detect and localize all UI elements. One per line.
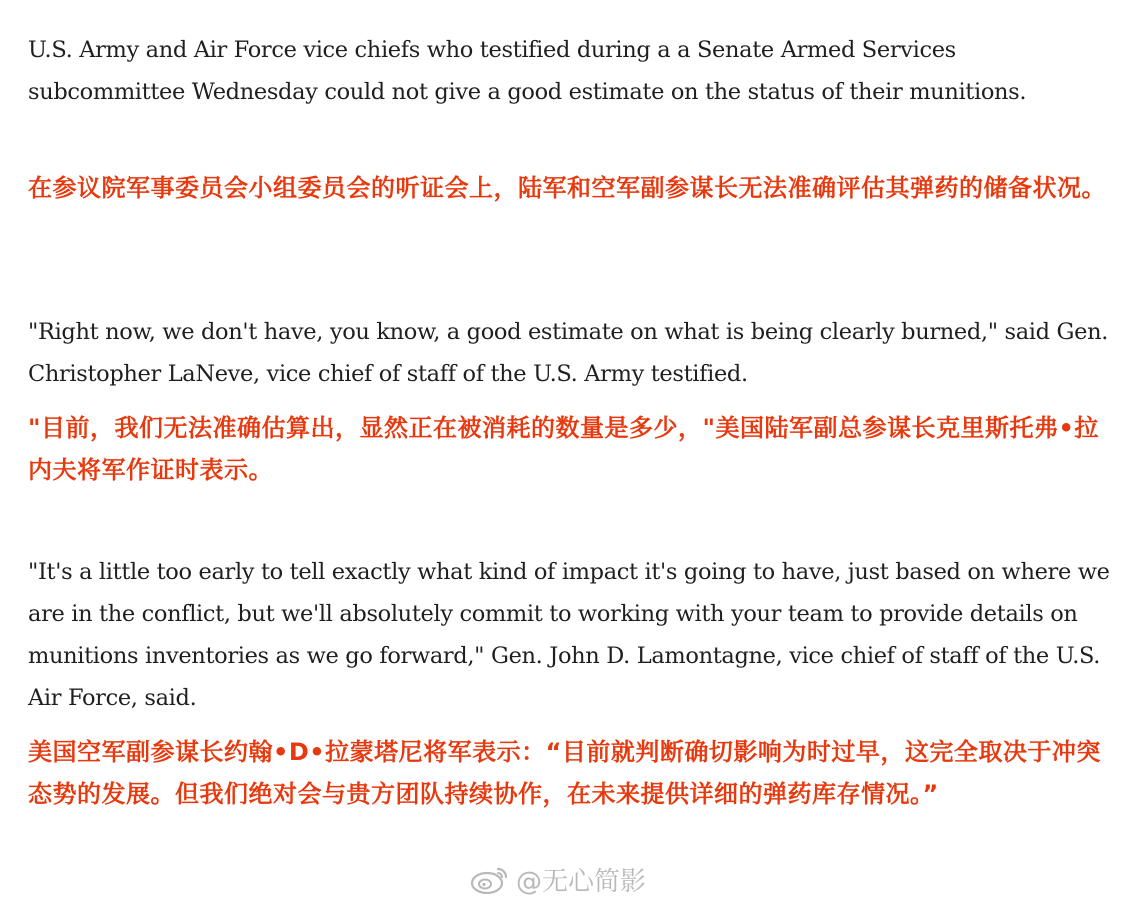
weibo-icon xyxy=(470,864,510,894)
paragraph-2-chinese: "目前，我们无法准确估算出，显然正在被消耗的数量是多少，"美国陆军副总参谋长克里斯托弗•拉内夫将军作证时表示。 xyxy=(28,414,1099,484)
watermark-text: @无心简影 xyxy=(516,866,647,897)
paragraph-2-english: "Right now, we don't have, you know, a good estimate on what is being clearly burned," said Gen. Christopher LaNeve, vice chief of staff of the U.S. Army testified. xyxy=(28,319,1109,387)
paragraph-1-english: U.S. Army and Air Force vice chiefs who testified during a a Senate Armed Services subcommittee Wednesday could not give a good estimate on the status of their munitions. xyxy=(28,37,1027,105)
paragraph-3-chinese: 美国空军副参谋长约翰•D•拉蒙塔尼将军表示：“目前就判断确切影响为时过早，这完全取决于冲突态势的发展。但我们绝对会与贵方团队持续协作，在未来提供详细的弹药库存情况。” xyxy=(28,738,1101,808)
watermark xyxy=(470,862,646,896)
paragraph-3-english: "It's a little too early to tell exactly what kind of impact it's going to have, just based on where we are in the conflict, but we'll absolutely commit to working with your team to provide details on munitions inventories as we go forward," Gen. John D. Lamontagne, vice chief of staff of the U.S. Air Force, said. xyxy=(28,559,1110,711)
paragraph-1-chinese: 在参议院军事委员会小组委员会的听证会上，陆军和空军副参谋长无法准确评估其弹药的储备状况。 xyxy=(28,174,1106,202)
